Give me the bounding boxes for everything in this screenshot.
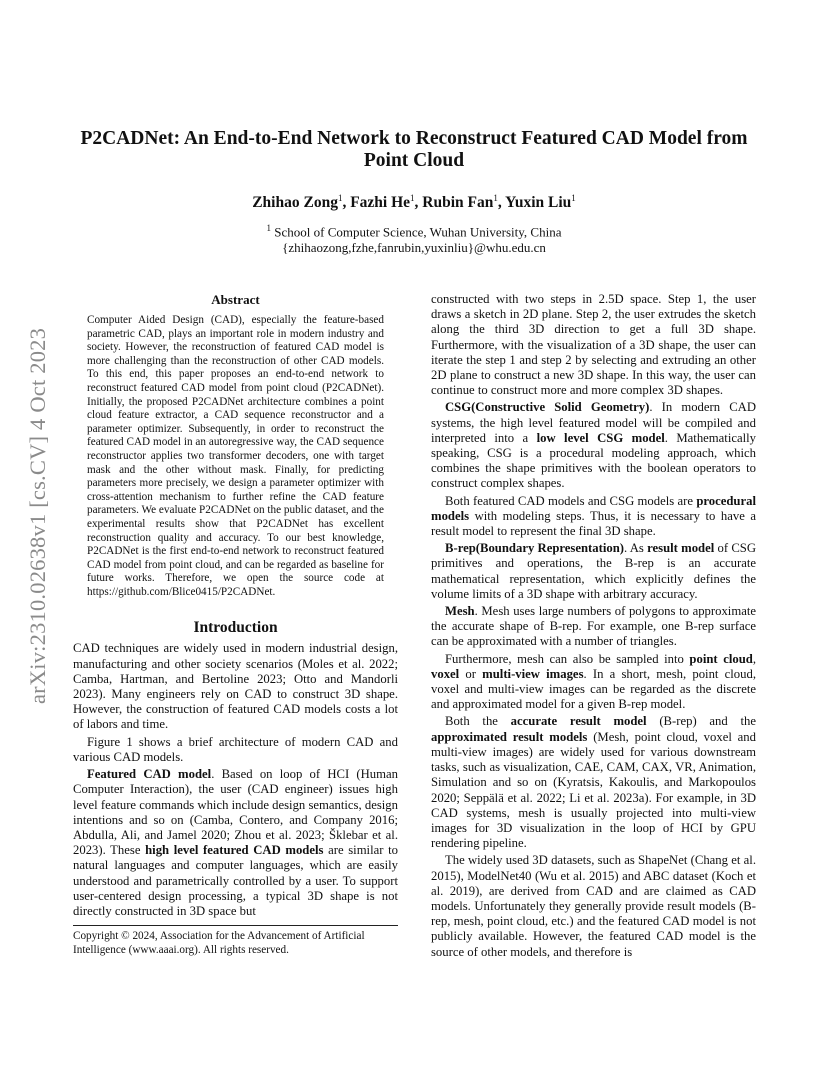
author-affiliation-mark: 1 [571, 193, 576, 203]
paper-title: P2CADNet: An End-to-End Network to Reconstruct Featured CAD Model from Point Cloud [80, 128, 748, 171]
sampling-paragraph: Furthermore, mesh can also be sampled into point cloud, voxel or multi-view images. In a short, mesh, point cloud, voxel and multi-view images can be regarded as the discrete and approximated model for a given B-rep model. [431, 651, 756, 712]
introduction-heading: Introduction [193, 619, 278, 637]
affiliation-text: School of Computer Science, Wuhan University, China [274, 224, 562, 240]
featured-cad-term: Featured CAD model [87, 767, 212, 782]
intro-paragraph-3: Featured CAD model. Based on loop of HCI (Human Computer Interaction), the user (CAD engineer) issues high level feature commands which include design semantics, design intentions and so on (Camba, Contero, and Company 2016; Abdulla, Ali, and Jamel 2020; Zhou et al. 2023; Šklebar et al. 2023). These high level featured CAD models are similar to natural languages and computer languages, which are easily understood and parametrically controlled by a user. To support user-centered design processing, a typical 3D shape is not directly constructed in 3D space but [73, 767, 398, 918]
result-models-paragraph: Both the accurate result model (B-rep) and the approximated result models (Mesh, point cloud, voxel and multi-view images) are widely used for various downstream tasks, such as visualization, CAE, CAM, CAX, VR, Animation, Simulation and so on (Kyratsis, Kakoulis, and Markopoulos 2020; Seppälä et al. 2022; Li et al. 2023a). For example, in 3D CAD systems, mesh is usually projected into multi-view images for 3D visualization in the loop of HCI by GPU rendering pipeline. [431, 714, 756, 851]
arxiv-identifier-strip [18, 296, 58, 736]
datasets-paragraph: The widely used 3D datasets, such as ShapeNet (Chang et al. 2015), ModelNet40 (Wu et al. 2015) and ABC dataset (Koch et al. 2019), are derived from CAD and are claimed as CAD models. Unfortunately they generally provide result models (B-rep, mesh, point cloud, etc.) and the featured CAD model is not publicly available. However, the featured CAD model is the source of other models, and therefore is [431, 853, 756, 959]
intro-paragraph-2: Figure 1 shows a brief architecture of modern CAD and various CAD models. [73, 734, 398, 764]
csg-paragraph: CSG(Constructive Solid Geometry). In modern CAD systems, the high level featured model will be compiled and interpreted into a low level CSG model. Mathematically speaking, CSG is a procedural modeling approach, which combines the shape primitives with the boolean operators to construct complex shapes. [431, 400, 756, 491]
high-level-term: high level featured CAD models [145, 843, 324, 858]
arxiv-identifier: arXiv:2310.02638v1 [cs.CV] 4 Oct 2023 [25, 327, 50, 705]
affiliation-mark: 1 [266, 223, 271, 234]
intro-paragraph-1: CAD techniques are widely used in modern industrial design, manufacturing and other society scenarios (Moles et al. 2022; Camba, Hartman, and Bertoline 2023; Otto and Mandorli 2023). Many engineers rely on CAD to construct 3D shape. However, the construction of featured CAD models costs a lot of labors and time. [73, 641, 398, 732]
brep-paragraph: B-rep(Boundary Representation). As result model of CSG primitives and operations, the B-rep is an accurate mathematical representation, which explicitly defines the volume limits of a 3D shape with arbitrary accuracy. [431, 541, 757, 601]
author-name: Fazhi He [350, 194, 411, 212]
author-name: Rubin Fan [422, 194, 494, 212]
right-paragraph-1: constructed with two steps in 2.5D space. Step 1, the user draws a sketch in 2D plane. Step 2, the user extrudes the sketch along the third 3D direction to get a full 3D shape. Furthermore, with the visualization of a 3D shape, the user can iterate the step 1 and step 2 by selecting and extruding an other 2D plane to construct a new 3D shape. In this way, the user can continue to construct more and more complex 3D shapes. [431, 292, 756, 398]
abstract-heading: Abstract [211, 292, 260, 307]
author-affiliation-mark: 1 [493, 193, 498, 203]
left-column [73, 292, 398, 919]
affiliation [74, 220, 754, 256]
paper-header [74, 128, 754, 256]
mesh-paragraph: Mesh. Mesh uses large numbers of polygons to approximate the accurate shape of B-rep. For example, one B-rep surface can be approximated with a number of triangles. [431, 604, 756, 649]
author-affiliation-mark: 1 [410, 193, 415, 203]
procedural-paragraph: Both featured CAD models and CSG models are procedural models with modeling steps. Thus, it is necessary to have a result model to represent the final 3D shape. [431, 493, 756, 539]
author-emails: {zhihaozong,fzhe,fanrubin,yuxinliu}@whu.edu.cn [282, 240, 546, 256]
right-column [431, 292, 756, 960]
author-affiliation-mark: 1 [337, 193, 343, 203]
copyright-notice: Copyright © 2024, Association for the Advancement of Artificial Intelligence (www.aaai.org). All rights reserved. [73, 925, 398, 957]
abstract-text: Computer Aided Design (CAD), especially the feature-based parametric CAD, plays an important role in modern industry and society. However, the reconstruction of featured CAD model is more challenging than the reconstruction of other CAD models. To this end, this paper proposes an end-to-end network to reconstruct featured CAD model from point cloud (P2CADNet). Initially, the proposed P2CADNet architecture combines a point cloud feature extractor, a CAD sequence reconstructor and a parameter optimizer. Subsequently, in order to reconstruct the featured CAD model in an autoregressive way, the CAD sequence reconstructor applies two transformer decoders, one with target mask and the other without mask. Finally, for predicting parameters more precisely, we design a parameter optimizer with cross-attention mechanism to further refine the CAD feature parameters. We evaluate P2CADNet on the public dataset, and the experimental results show that P2CADNet has excellent reconstruction quality and accuracy. To our best knowledge, P2CADNet is the first end-to-end network to reconstruct featured CAD model from point cloud, and can be regarded as baseline for future works. Therefore, we open the source code at https://github.com/Blice0415/P2CADNet. [87, 314, 384, 598]
author-list: Zhihao Zong$^1$, Fazhi He$^1$, Rubin Fan$^1$, Yuxin Liu$^1$ [252, 193, 576, 212]
author-name: Yuxin Liu [505, 194, 572, 212]
author-name: Zhihao Zong [252, 194, 338, 212]
